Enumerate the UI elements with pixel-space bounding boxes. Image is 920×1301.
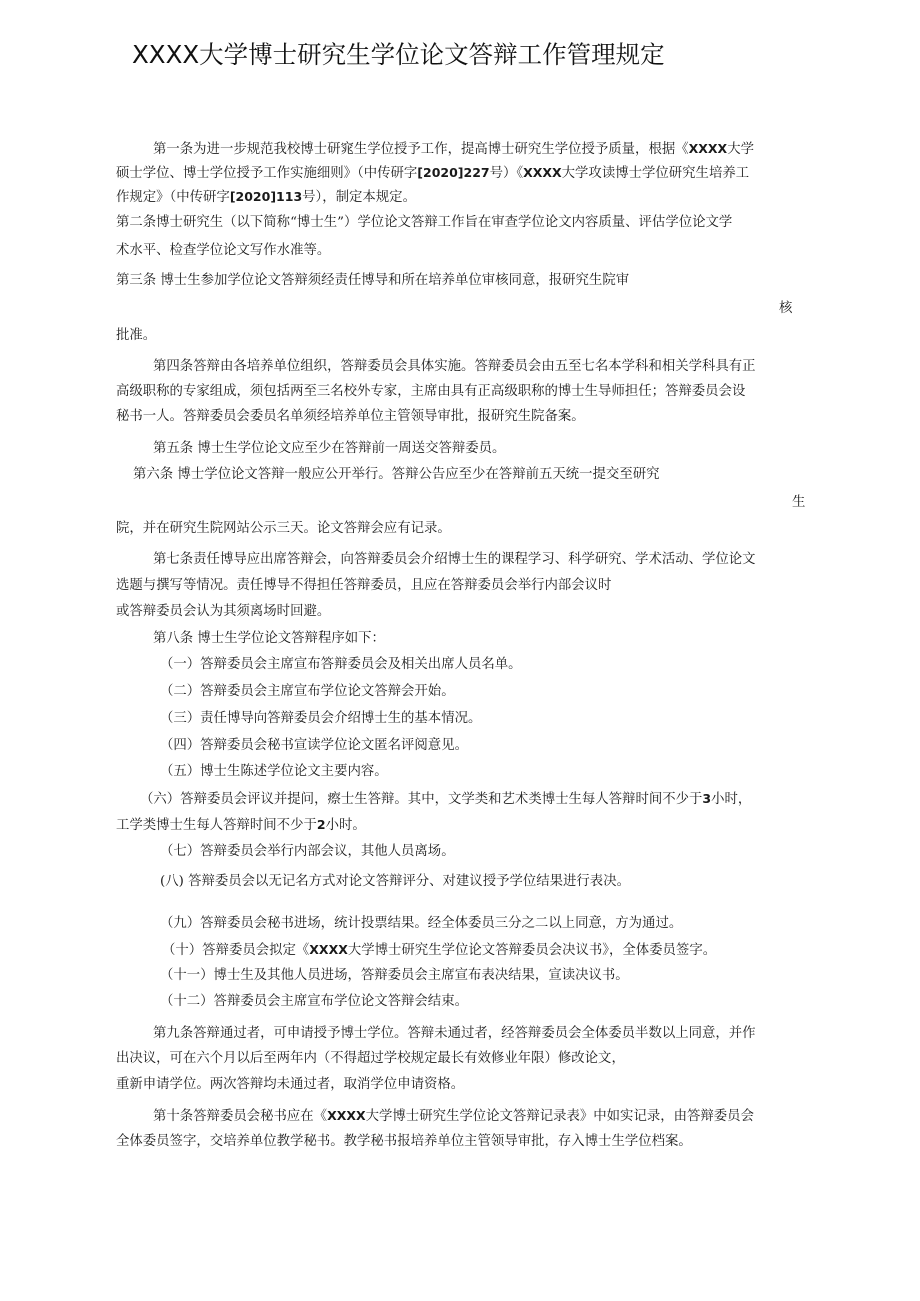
text-line: 作规定》（中传研字[2020]113号），制定本规定。 <box>116 189 416 205</box>
text-line: 术水平、检查学位论文写作水准等。 <box>116 243 331 258</box>
text-line: 第一条为进一步规范我校博士研窕生学位授予工作，提高博士研究生学位授予质量，根据《XXXX大学 <box>153 141 754 157</box>
text-line: （四）答辩委员会秘书宣读学位论文匿名评阅意见。 <box>160 738 468 753</box>
text-line: （十）答辩委员会拟定《XXXX大学博士研究生学位论文答辩委员会决议书》，全体委员签字。 <box>162 942 717 958</box>
text-line: 工学类博士生每人答辩时间不少于2小时。 <box>116 817 366 833</box>
text-line: 第七条责任博导应出席答辩会，向答辩委员会介绍博士生的课程学习、科学研究、学术活动、学位论文 <box>153 552 756 567</box>
text-line: （二）答辩委员会主席宣布学位论文答辩会开始。 <box>160 684 455 699</box>
text-line: 选题与撰写等情况。责任博导不得担任答辩委员，且应在答辩委员会举行内部会议时 <box>116 578 612 593</box>
text-line: 重新申请学位。两次答辩均未通过者，取消学位申请资格。 <box>116 1077 465 1092</box>
text-line: （十二）答辩委员会主席宣布学位论文答辩会结束。 <box>160 994 468 1009</box>
text-line: 全体委员签字，交培养单位教学秘书。教学秘书报培养单位主管领导审批，存入博士生学位档案。 <box>116 1134 692 1149</box>
text-line: 出决议，可在六个月以后至两年内（不得超过学校规定最长有效修业年限）修改论文， <box>116 1051 625 1066</box>
text-line: 第六条 博士学位论文答辩一般应公开举行。答辩公告应至少在答辩前五天统一提交至研究 <box>133 467 660 482</box>
text-line: 高级职称的专家组成，须包括两至三名校外专家，主席由具有正高级职称的博士生导师担任；答辩委员会设 <box>116 384 746 399</box>
text-line: 硕士学位、博士学位授予工作实施细则》（中传研字[2020]227号）《XXXX大学攻读博士学位研究生培养工 <box>116 165 750 181</box>
text-line: 或答辩委员会认为其须离场时回避。 <box>116 604 331 619</box>
text-line: 第四条答辩由各培养单位组织，答辩委员会具体实施。答辩委员会由五至七名本学科和相关学科具有正 <box>153 359 756 374</box>
text-line: 生 <box>792 495 806 510</box>
text-line: 秘书一人。答辩委员会委员名单须经培养单位主管领导审批，报研究生院备案。 <box>116 409 585 424</box>
text-line: 批准。 <box>116 328 157 343</box>
text-line: 第二条博士研究生（以下简称“博士生”）学位论文答辩工作旨在审查学位论文内容质量、评估学位论文学 <box>116 215 733 230</box>
text-line: （十一）博士生及其他人员进场，答辩委员会主席宣布表决结果，宣读决议书。 <box>160 968 629 983</box>
document-title: XXXX大学博士研究生学位论文答辩工作管理规定 <box>132 40 665 69</box>
text-line: （一）答辩委员会主席宣布答辩委员会及相关出席人员名单。 <box>160 657 522 672</box>
text-line: （三）责任博导向答辩委员会介绍博士生的基本情况。 <box>160 711 482 726</box>
text-line: 第三条 博士生参加学位论文答辩须经责任博导和所在培养单位审核同意，报研究生院审 <box>116 273 630 288</box>
text-line: 第十条答辩委员会秘书应在《XXXX大学博士研究生学位论文答辩记录表》中如实记录，由答辩委员会 <box>153 1108 754 1124</box>
text-line: （五）博士生陈述学位论文主要内容。 <box>160 764 388 779</box>
text-line: （六）答辩委员会评议并提问，瘵士生答辩。其中，文学类和艺术类博士生每人答辩时间不少于3小时， <box>140 791 752 807</box>
text-line: （七）答辩委员会举行内部会议，其他人员离场。 <box>160 844 455 859</box>
text-line: 第五条 博士生学位论文应至少在答辩前一周送交答辩委员。 <box>153 441 506 456</box>
text-line: （九）答辩委员会秘书进场，统计投票结果。经全体委员三分之二以上同意，方为通过。 <box>160 916 683 931</box>
text-line: 第八条 博士生学位论文答辩程序如下： <box>153 631 385 646</box>
text-line: 核 <box>779 301 793 316</box>
text-line: 第九条答辩通过者，可申请授予博士学位。答辩未通过者，经答辩委员会全体委员半数以上同意，并作 <box>153 1026 756 1041</box>
text-line: 院，并在研究生院网站公示三天。论文答辩会应有记录。 <box>116 521 451 536</box>
text-line: (八) 答辩委员会以无记名方式对论文答辩评分、对建议授予学位结果进行表决。 <box>160 874 630 889</box>
